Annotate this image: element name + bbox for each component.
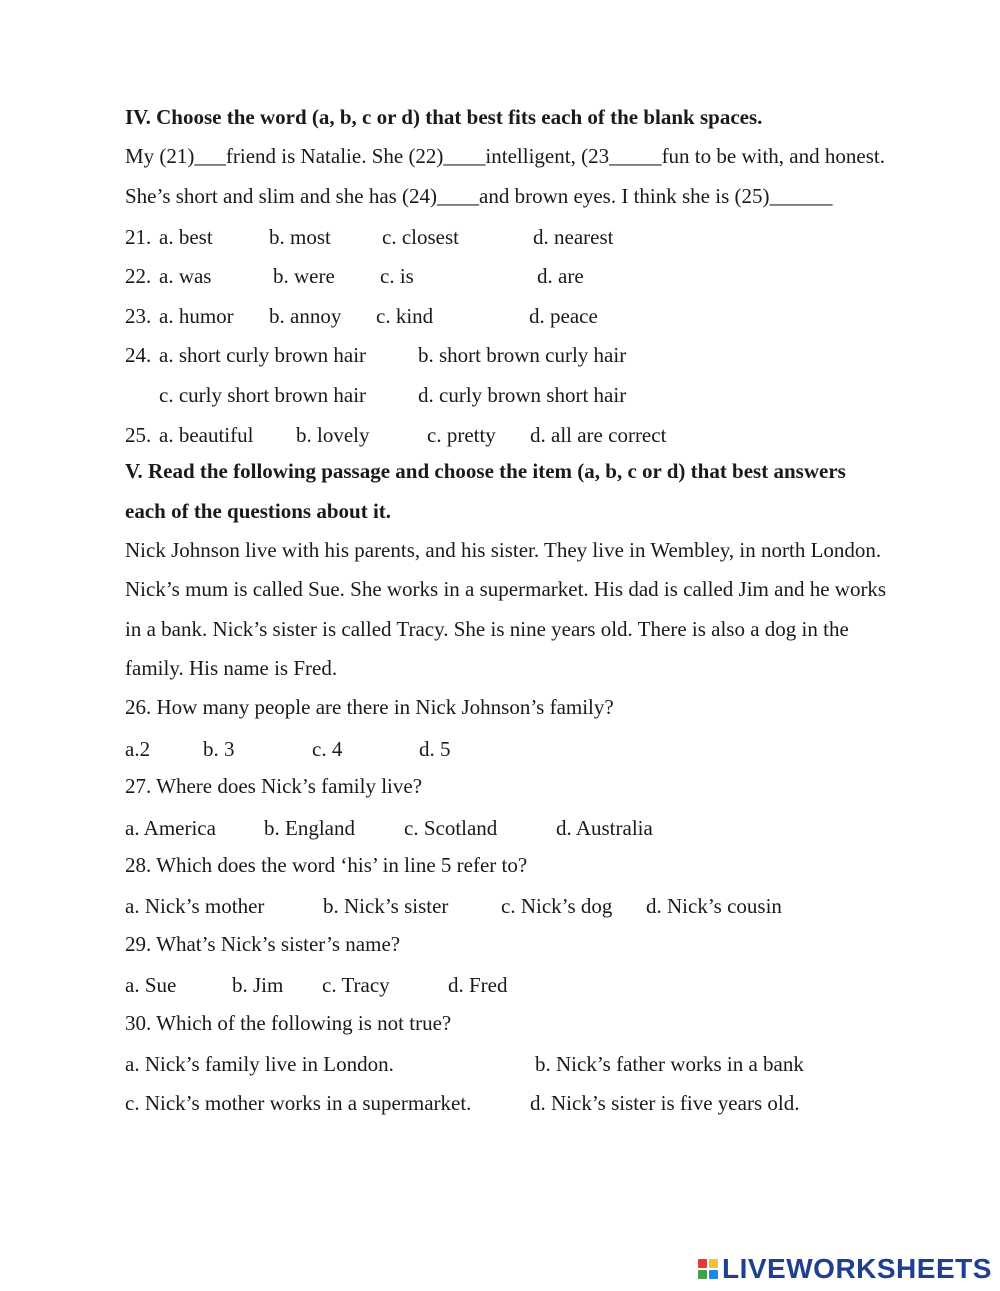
option-c[interactable]: c. closest bbox=[382, 225, 459, 249]
section-4-heading: IV. Choose the word (a, b, c or d) that best fits each of the blank spaces. bbox=[125, 105, 763, 129]
option-c[interactable]: c. curly short brown hair bbox=[159, 383, 367, 407]
option-b[interactable]: b. most bbox=[269, 225, 331, 249]
reading-passage-line-2: Nick’s mum is called Sue. She works in a supermarket. His dad is called Jim and he works bbox=[125, 577, 887, 601]
option-b[interactable]: b. were bbox=[273, 264, 335, 288]
option-a[interactable]: a. beautiful bbox=[159, 423, 254, 447]
option-c[interactable]: c. is bbox=[380, 264, 414, 288]
reading-passage-line-1: Nick Johnson live with his parents, and his sister. They live in Wembley, in north London. bbox=[125, 538, 882, 562]
section-5-heading-line-1: V. Read the following passage and choose the item (a, b, c or d) that best answers bbox=[125, 459, 846, 483]
question-number: 22. bbox=[125, 264, 152, 288]
option-d[interactable]: d. Fred bbox=[448, 973, 508, 997]
option-d[interactable]: d. nearest bbox=[533, 225, 614, 249]
option-c[interactable]: c. Scotland bbox=[404, 816, 498, 840]
question-text: 29. What’s Nick’s sister’s name? bbox=[125, 932, 401, 956]
option-d[interactable]: d. peace bbox=[529, 304, 598, 328]
option-b[interactable]: b. lovely bbox=[296, 423, 370, 447]
question-text: 26. How many people are there in Nick Johnson’s family? bbox=[125, 695, 614, 719]
logo-block bbox=[709, 1270, 718, 1279]
option-c[interactable]: c. Tracy bbox=[322, 973, 390, 997]
question-text: 30. Which of the following is not true? bbox=[125, 1011, 452, 1035]
reading-passage-line-3: in a bank. Nick’s sister is called Tracy. She is nine years old. There is also a dog in the bbox=[125, 617, 849, 641]
logo-block bbox=[698, 1270, 707, 1279]
question-text: 28. Which does the word ‘his’ in line 5 refer to? bbox=[125, 853, 528, 877]
option-b[interactable]: b. Nick’s sister bbox=[323, 894, 449, 918]
option-a[interactable]: a. Nick’s mother bbox=[125, 894, 265, 918]
option-d[interactable]: d. all are correct bbox=[530, 423, 667, 447]
section-4-passage-line-2: She’s short and slim and she has (24)____and brown eyes. I think she is (25)______ bbox=[125, 184, 833, 208]
option-a[interactable]: a. was bbox=[159, 264, 212, 288]
question-number: 24. bbox=[125, 343, 152, 367]
option-b[interactable]: b. Nick’s father works in a bank bbox=[535, 1052, 804, 1076]
question-text: 27. Where does Nick’s family live? bbox=[125, 774, 423, 798]
logo-block bbox=[709, 1259, 718, 1268]
option-b[interactable]: b. 3 bbox=[203, 737, 235, 761]
option-d[interactable]: d. are bbox=[537, 264, 584, 288]
option-a[interactable]: a.2 bbox=[125, 737, 151, 761]
question-number: 25. bbox=[125, 423, 152, 447]
section-4-passage-line-1: My (21)___friend is Natalie. She (22)____intelligent, (23_____fun to be with, and honest. bbox=[125, 144, 885, 168]
liveworksheets-logo[interactable] bbox=[698, 1254, 992, 1284]
option-d[interactable]: d. 5 bbox=[419, 737, 451, 761]
option-a[interactable]: a. Nick’s family live in London. bbox=[125, 1052, 394, 1076]
reading-passage-line-4: family. His name is Fred. bbox=[125, 656, 338, 680]
section-5-heading-line-2: each of the questions about it. bbox=[125, 499, 392, 523]
option-b[interactable]: b. England bbox=[264, 816, 355, 840]
option-a[interactable]: a. short curly brown hair bbox=[159, 343, 367, 367]
option-a[interactable]: a. humor bbox=[159, 304, 234, 328]
option-c[interactable]: c. Nick’s dog bbox=[501, 894, 613, 918]
option-d[interactable]: d. Australia bbox=[556, 816, 653, 840]
option-b[interactable]: b. Jim bbox=[232, 973, 284, 997]
question-number: 21. bbox=[125, 225, 152, 249]
option-c[interactable]: c. 4 bbox=[312, 737, 343, 761]
option-d[interactable]: d. curly brown short hair bbox=[418, 383, 627, 407]
option-b[interactable]: b. short brown curly hair bbox=[418, 343, 627, 367]
logo-blocks-icon bbox=[698, 1259, 718, 1279]
option-c[interactable]: c. Nick’s mother works in a supermarket. bbox=[125, 1091, 472, 1115]
logo-text: LIVEWORKSHEETS bbox=[722, 1253, 992, 1284]
option-c[interactable]: c. pretty bbox=[427, 423, 496, 447]
logo-block bbox=[698, 1259, 707, 1268]
option-a[interactable]: a. America bbox=[125, 816, 216, 840]
option-b[interactable]: b. annoy bbox=[269, 304, 342, 328]
question-number: 23. bbox=[125, 304, 152, 328]
option-c[interactable]: c. kind bbox=[376, 304, 434, 328]
option-a[interactable]: a. best bbox=[159, 225, 213, 249]
option-d[interactable]: d. Nick’s sister is five years old. bbox=[530, 1091, 800, 1115]
option-a[interactable]: a. Sue bbox=[125, 973, 177, 997]
option-d[interactable]: d. Nick’s cousin bbox=[646, 894, 782, 918]
